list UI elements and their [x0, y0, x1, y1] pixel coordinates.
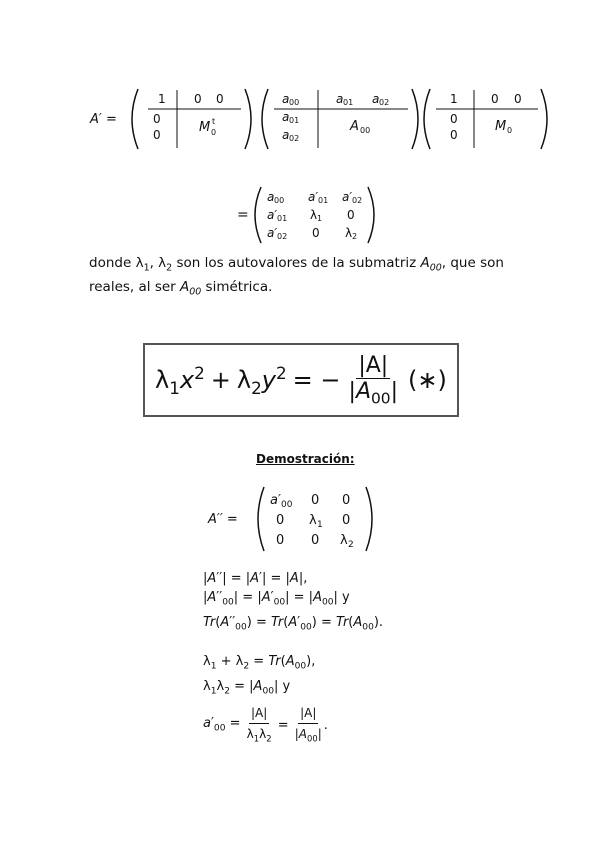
svg-text:a: a — [282, 110, 290, 124]
svg-text:0: 0 — [491, 92, 499, 106]
svg-text:0: 0 — [216, 92, 224, 106]
svg-text:2: 2 — [348, 540, 354, 550]
svg-text:01: 01 — [318, 196, 329, 205]
lambda-pair: $\lambda_1$, $\lambda_2$ — [135, 255, 173, 274]
period: . — [323, 717, 328, 733]
eq1-lhs: A′ = — [90, 112, 117, 127]
svg-text:0: 0 — [342, 513, 351, 528]
svg-text:M: M — [199, 120, 211, 135]
svg-text:1: 1 — [450, 92, 458, 106]
svg-text:00: 00 — [281, 500, 293, 510]
plus-sign: + — [210, 366, 231, 395]
fraction-2 — [293, 703, 324, 748]
svg-text:02: 02 — [277, 232, 288, 241]
submatrix-symbol: $A_{00}$ — [420, 255, 442, 274]
eigenvalue-relations — [203, 652, 328, 749]
svg-text:0: 0 — [311, 533, 320, 548]
svg-text:1: 1 — [317, 214, 323, 223]
text-segment: reales, al ser — [89, 278, 180, 295]
svg-text:00: 00 — [360, 126, 371, 135]
relation-line-1: |A′′| = |A′| = |A|, — [203, 571, 308, 586]
svg-text:a: a — [267, 190, 275, 204]
svg-text:a′: a′ — [342, 190, 353, 204]
svg-text:02: 02 — [289, 134, 300, 143]
svg-text:a′: a′ — [267, 208, 278, 222]
svg-text:a: a — [336, 92, 344, 106]
svg-text:0: 0 — [312, 226, 320, 240]
determinant-relations — [203, 569, 383, 637]
relation-line-3: $Tr(A''_{00}) = Tr(A'_{00}) = Tr(A_{00})$. — [203, 614, 384, 633]
equation-product-result-svg — [235, 184, 395, 246]
svg-text:1: 1 — [158, 92, 166, 106]
svg-text:a′: a′ — [308, 190, 319, 204]
equation-a-double-prime — [206, 484, 386, 558]
boxed-equation — [143, 343, 459, 417]
fraction-1 — [245, 703, 274, 748]
svg-text:2: 2 — [352, 232, 358, 241]
svg-text:0: 0 — [342, 493, 351, 508]
svg-text:0: 0 — [507, 126, 513, 135]
equation-tag: (∗) — [408, 366, 447, 395]
text-segment: simétrica. — [201, 278, 273, 295]
svg-text:0: 0 — [450, 112, 458, 126]
svg-text:0: 0 — [514, 92, 522, 106]
text-segment: , que son — [441, 255, 504, 271]
svg-text:λ: λ — [345, 226, 353, 240]
fraction-denominator: $|A_{00}|$ — [348, 379, 399, 408]
relation-line-5: $\lambda_1\lambda_2 = |A_{00}|$ y — [203, 678, 291, 697]
eq2-equals: = — [237, 207, 249, 223]
svg-text:A: A — [350, 119, 359, 134]
relation-line-6: $a'_{00}$ = $\frac{|A|}{\lambda_1\lambda_2}$ = $\frac{|A|}{|A_{00}|}$ . — [203, 703, 328, 748]
fraction-2-numerator: |A| — [298, 703, 318, 724]
svg-text:01: 01 — [277, 214, 288, 223]
paragraph-line-2 — [89, 278, 529, 302]
equation-a-prime — [86, 84, 556, 154]
paragraph-eigenvalues — [89, 254, 529, 301]
svg-text:λ: λ — [310, 208, 318, 222]
svg-text:0: 0 — [153, 112, 161, 126]
svg-text:0: 0 — [276, 533, 285, 548]
svg-text:a: a — [282, 92, 290, 106]
boxed-fraction — [347, 353, 401, 407]
svg-text:01: 01 — [289, 116, 300, 125]
equation-a-prime-svg — [86, 84, 556, 154]
svg-text:1: 1 — [317, 520, 323, 530]
relation-line-2: $|A''_{00}| = |A'_{00}| = |A_{00}|$ y — [203, 590, 350, 608]
svg-text:0: 0 — [153, 128, 161, 142]
svg-text:0: 0 — [194, 92, 202, 106]
svg-text:0: 0 — [347, 208, 355, 222]
equation-product-result — [235, 184, 395, 250]
text-segment: donde — [89, 255, 136, 271]
boxed-term-1: $\lambda_1x^2$ — [155, 362, 205, 398]
svg-text:0: 0 — [311, 493, 320, 508]
svg-text:00: 00 — [289, 98, 300, 107]
svg-text:0: 0 — [450, 128, 458, 142]
submatrix-symbol: $A_{00}$ — [180, 278, 202, 298]
relation-line-4: $\lambda_1 + \lambda_2 = Tr(A_{00})$, — [203, 654, 316, 672]
equation-a-double-prime-svg — [206, 484, 386, 554]
boxed-equation-content — [155, 353, 447, 407]
demo-title: Demostración: — [256, 452, 355, 466]
svg-text:a: a — [372, 92, 380, 106]
svg-text:λ: λ — [309, 513, 317, 528]
svg-text:02: 02 — [379, 98, 390, 107]
svg-text:00: 00 — [274, 196, 285, 205]
equals-minus: = − — [292, 366, 341, 395]
svg-text:λ: λ — [340, 533, 348, 548]
text-segment: son los autovalores de la submatriz — [172, 255, 421, 271]
svg-text:01: 01 — [343, 98, 354, 107]
svg-text:0: 0 — [276, 513, 285, 528]
eq3-lhs: A′′ = — [208, 512, 238, 527]
fraction-2-denominator: $|A_{00}|$ — [294, 727, 322, 744]
boxed-term-2: $\lambda_2y^2$ — [236, 362, 287, 398]
svg-text:a′: a′ — [270, 493, 281, 508]
svg-text:M: M — [495, 119, 507, 134]
svg-text:0: 0 — [211, 128, 217, 137]
fraction-numerator: |A| — [358, 353, 389, 378]
paragraph-line-1 — [89, 254, 529, 278]
svg-text:a: a — [282, 128, 290, 142]
fraction-1-numerator: |A| — [249, 703, 269, 724]
svg-text:t: t — [212, 117, 216, 126]
fraction-1-denominator: $\lambda_1\lambda_2$ — [246, 727, 272, 744]
svg-text:02: 02 — [352, 196, 363, 205]
svg-text:a′: a′ — [267, 226, 278, 240]
